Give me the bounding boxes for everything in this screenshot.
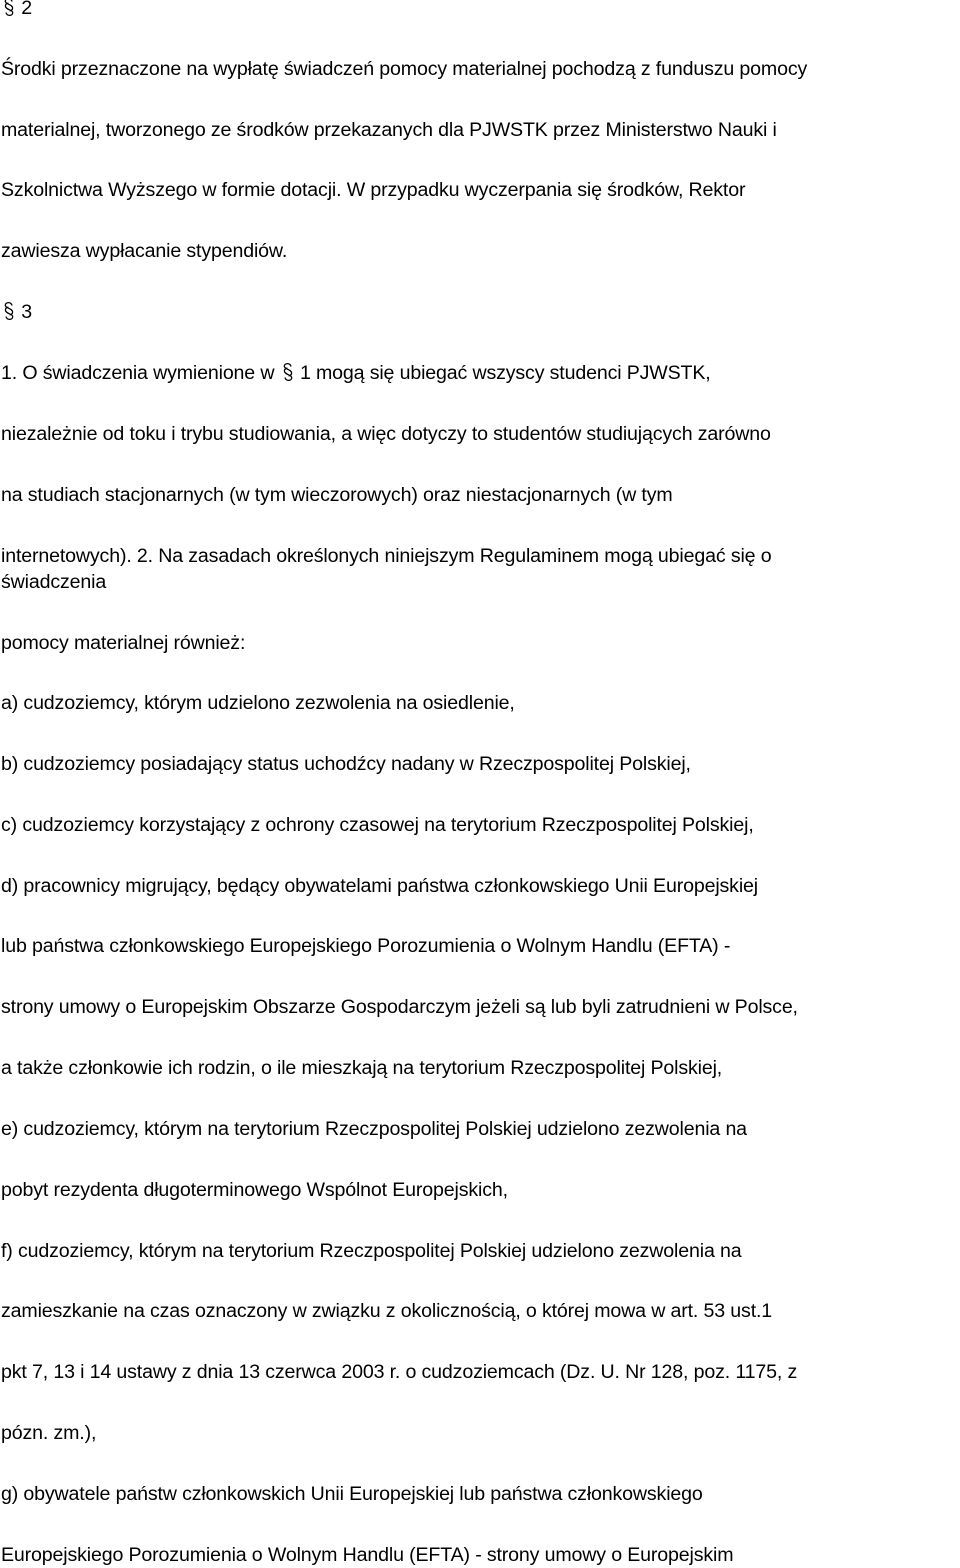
list-item: b) cudzoziemcy posiadający status uchodźcy nadany w Rzeczpospolitej Polskiej, xyxy=(1,753,691,775)
list-item-continuation: pobyt rezydenta długoterminowego Wspólnot Europejskich, xyxy=(1,1179,508,1201)
list-item: c) cudzoziemcy korzystający z ochrony czasowej na terytorium Rzeczpospolitej Polskiej, xyxy=(1,814,754,836)
section-sign-icon xyxy=(2,301,16,321)
paragraph-line: niezależnie od toku i trybu studiowania, a więc dotyczy to studentów studiujących zarówno xyxy=(1,423,771,445)
section-number: 2 xyxy=(21,0,33,19)
paragraph-line: świadczenia xyxy=(1,571,107,593)
list-item: f) cudzoziemcy, którym na terytorium Rzeczpospolitej Polskiej udzielono zezwolenia na xyxy=(1,1240,742,1262)
list-item: g) obywatele państw członkowskich Unii Europejskiej lub państwa członkowskiego xyxy=(1,1483,703,1505)
paragraph-line xyxy=(1,361,711,385)
list-item-continuation: strony umowy o Europejskim Obszarze Gospodarczym jeżeli są lub byli zatrudnieni w Polsce, xyxy=(1,996,798,1018)
paragraph-line: internetowych). 2. Na zasadach określonych niniejszym Regulaminem mogą ubiegać się o xyxy=(1,545,772,567)
list-item-continuation: pózn. zm.), xyxy=(1,1422,97,1444)
paragraph-line: pomocy materialnej również: xyxy=(1,632,246,654)
paragraph-line: Środki przeznaczone na wypłatę świadczeń pomocy materialnej pochodzą z funduszu pomocy xyxy=(1,58,808,80)
section-heading-2 xyxy=(1,0,32,20)
list-item-continuation: Europejskiego Porozumienia o Wolnym Handlu (EFTA) - strony umowy o Europejskim xyxy=(1,1544,734,1566)
line-text-after-ref: 1 mogą się ubiegać wszyscy studenci PJWSTK, xyxy=(299,362,711,384)
paragraph-line: Szkolnictwa Wyższego w formie dotacji. W przypadku wyczerpania się środków, Rektor xyxy=(1,179,746,201)
list-item-continuation: zamieszkanie na czas oznaczony w związku z okolicznością, o której mowa w art. 53 ust.1 xyxy=(1,1300,773,1322)
line-text-before-ref: 1. O świadczenia wymienione w xyxy=(1,362,275,384)
section-heading-3 xyxy=(1,300,32,324)
section-sign-icon xyxy=(281,362,295,382)
list-item-continuation: a także członkowie ich rodzin, o ile mieszkają na terytorium Rzeczpospolitej Polskiej, xyxy=(1,1057,723,1079)
paragraph-line: zawiesza wypłacanie stypendiów. xyxy=(1,240,288,262)
section-number: 3 xyxy=(21,301,33,323)
paragraph-line: materialnej, tworzonego ze środków przekazanych dla PJWSTK przez Ministerstwo Nauki i xyxy=(1,119,777,141)
list-item: d) pracownicy migrujący, będący obywatelami państwa członkowskiego Unii Europejskiej xyxy=(1,875,758,897)
list-item: e) cudzoziemcy, którym na terytorium Rzeczpospolitej Polskiej udzielono zezwolenia na xyxy=(1,1118,747,1140)
list-item-continuation: lub państwa członkowskiego Europejskiego Porozumienia o Wolnym Handlu (EFTA) - xyxy=(1,935,731,957)
paragraph-line: na studiach stacjonarnych (w tym wieczorowych) oraz niestacjonarnych (w tym xyxy=(1,484,673,506)
list-item-continuation: pkt 7, 13 i 14 ustawy z dnia 13 czerwca 2003 r. o cudzoziemcach (Dz. U. Nr 128, poz. 1175, z xyxy=(1,1361,798,1383)
list-item: a) cudzoziemcy, którym udzielono zezwolenia na osiedlenie, xyxy=(1,692,515,714)
section-sign-icon xyxy=(2,0,16,17)
